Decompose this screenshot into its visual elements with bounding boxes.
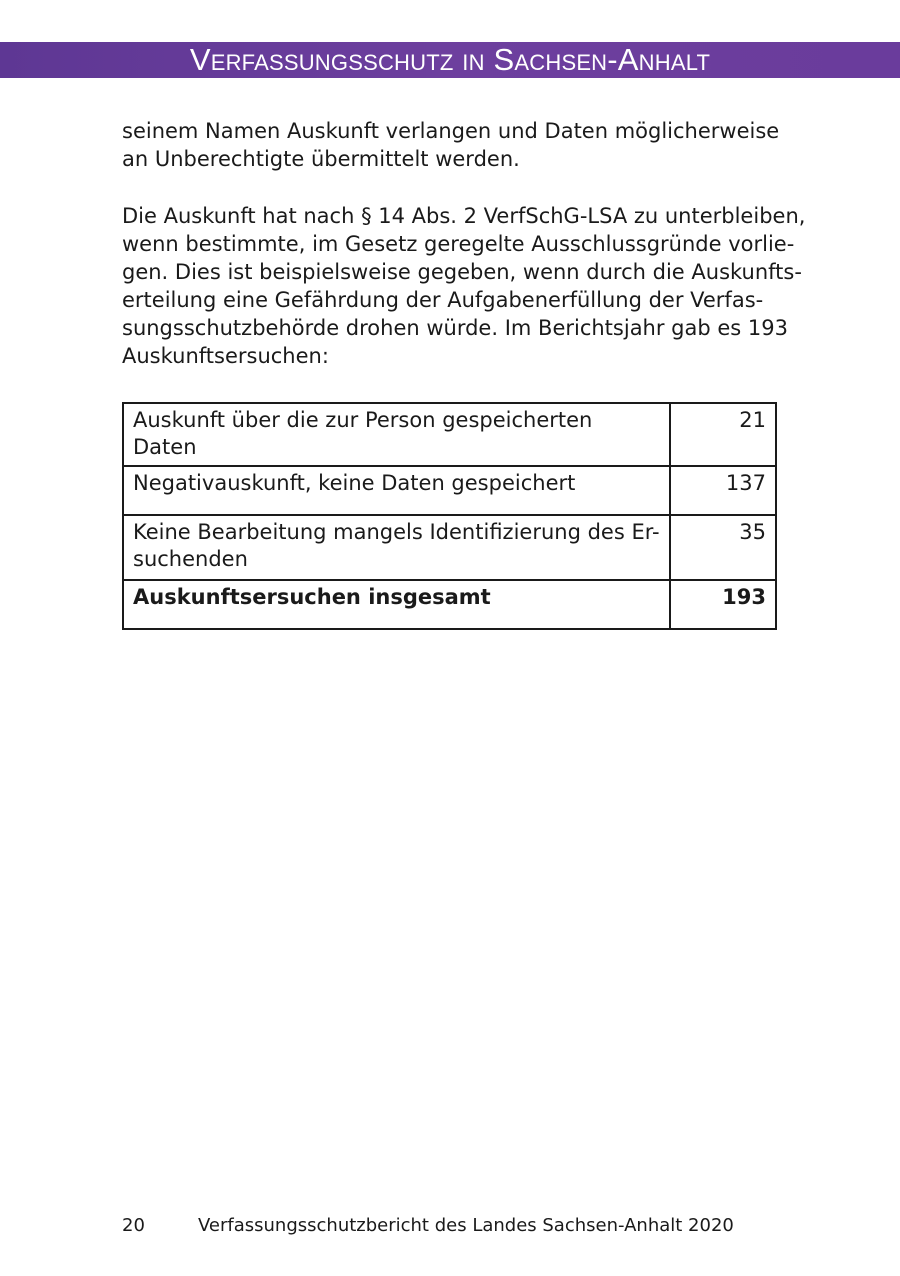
paragraph-line: Auskunftsersuchen:	[122, 344, 329, 368]
table-row	[123, 466, 776, 515]
table-cell-label: Negativauskunft, keine Daten gespeichert	[123, 466, 670, 515]
paragraph-line: erteilung eine Gefährdung der Aufgabenerfüllung der Verfas-	[122, 288, 764, 312]
table-cell-label: Auskunftsersuchen insgesamt	[123, 580, 670, 629]
table-cell-value: 21	[670, 403, 776, 466]
paragraph-line: gen. Dies ist beispielsweise gegeben, wenn durch die Auskunfts-	[122, 260, 802, 284]
table-cell-value: 137	[670, 466, 776, 515]
paragraph-line: wenn bestimmte, im Gesetz geregelte Ausschlussgründe vorlie-	[122, 232, 795, 256]
table-row	[123, 403, 776, 466]
paragraph-line: Die Auskunft hat nach § 14 Abs. 2 VerfSchG-LSA zu unterbleiben,	[122, 204, 806, 228]
page-header-title: Verfassungsschutz in Sachsen-Anhalt	[189, 42, 711, 77]
table-cell-label: Auskunft über die zur Person gespeicherten Daten	[123, 403, 670, 466]
table-row	[123, 515, 776, 580]
paragraph-line: seinem Namen Auskunft verlangen und Daten möglicherweise	[122, 119, 780, 143]
table-cell-value: 193	[670, 580, 776, 629]
paragraph-line: sungsschutzbehörde drohen würde. Im Berichtsjahr gab es 193	[122, 316, 789, 340]
table-cell-label-line: suchenden	[133, 547, 248, 571]
table-row-total	[123, 580, 776, 629]
paragraph-line: an Unberechtigte übermittelt werden.	[122, 147, 520, 171]
table-cell-label	[123, 515, 670, 580]
paragraph-2	[122, 202, 806, 370]
footer-title: Verfassungsschutzbericht des Landes Sachsen-Anhalt 2020	[198, 1215, 734, 1236]
inquiry-statistics-table	[122, 402, 777, 630]
paragraph-1	[122, 117, 782, 173]
page-number: 20	[122, 1215, 145, 1236]
table-cell-label-line: Keine Bearbeitung mangels Identifizierung des Er-	[133, 520, 660, 544]
table-cell-value: 35	[670, 515, 776, 580]
